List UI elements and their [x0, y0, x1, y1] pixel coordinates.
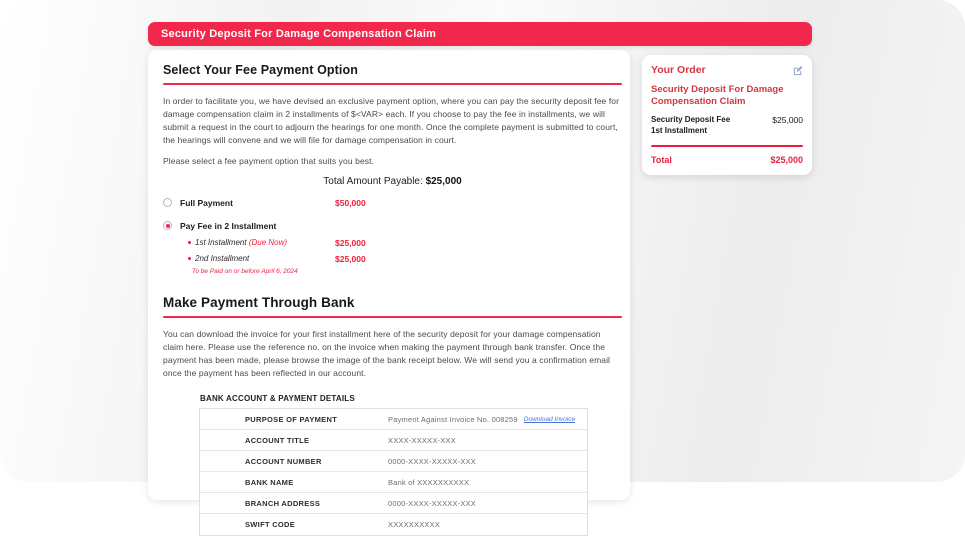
order-divider: [651, 145, 803, 147]
installment-2-amount: $25,000: [335, 253, 366, 264]
bank-table-title: BANK ACCOUNT & PAYMENT DETAILS: [200, 394, 355, 403]
row-value: XXXXXXXXXX: [388, 520, 441, 529]
bullet-icon: [188, 257, 191, 260]
radio-checked-icon[interactable]: [163, 221, 172, 230]
installment-due-note: To be Paid on or before April 6, 2024: [192, 268, 298, 275]
option-full-payment[interactable]: [163, 196, 622, 209]
fee-sublabel: 1st Installment: [651, 125, 708, 135]
table-row: [200, 430, 587, 451]
option-full-payment-label: Full Payment: [180, 197, 233, 208]
bank-details-table: [199, 408, 588, 536]
installment-1-amount: $25,000: [335, 237, 366, 248]
row-value: Bank of XXXXXXXXXX: [388, 477, 470, 487]
row-value: 0000-XXXX-XXXXX-XXX: [388, 498, 477, 508]
total-amount-value: $25,000: [425, 176, 462, 187]
order-total-row: [651, 155, 803, 165]
row-label: BANK NAME: [245, 477, 294, 487]
row-value: XXXX-XXXXX-XXX: [388, 435, 456, 445]
row-label: BRANCH ADDRESS: [245, 498, 321, 508]
bank-instructions-paragraph: You can download the invoice for your first installment here of the security deposit for your damage compensation claim here. Please use the reference no. on the invoice when making the payment through bank transfer. Once the payment has been made, please browse the image of the bank receipt below. We will send you a confirmation email once the payment has been reflected in our account.: [163, 329, 611, 378]
heading-underline: [163, 316, 622, 318]
installment-item-2: [163, 253, 622, 264]
fee-amount: $25,000: [772, 115, 803, 125]
bullet-icon: [188, 241, 191, 244]
row-label: ACCOUNT TITLE: [245, 435, 310, 445]
section-heading-bank-payment: Make Payment Through Bank: [163, 295, 355, 310]
option-full-payment-amount: $50,000: [335, 197, 366, 208]
radio-unchecked-icon[interactable]: [163, 198, 172, 207]
row-value: Payment Against Invoice No. 008259: [388, 414, 518, 424]
payment-options: [163, 196, 622, 275]
due-now-tag: (Due Now): [248, 238, 288, 247]
option-installments-label: Pay Fee in 2 Installment: [180, 220, 277, 231]
table-row: [200, 493, 587, 514]
order-total-label: Total: [651, 155, 672, 165]
table-row: [200, 472, 587, 493]
total-amount-payable: [163, 176, 622, 187]
installment-1-label: 1st Installment (Due Now): [195, 238, 288, 247]
fee-label: Security Deposit Fee: [651, 115, 731, 124]
section-heading-fee-option: Select Your Fee Payment Option: [163, 63, 358, 77]
order-summary-title: Your Order: [651, 64, 706, 76]
select-option-paragraph: Please select a fee payment option that suits you best.: [163, 156, 375, 166]
option-installments[interactable]: [163, 219, 622, 232]
installment-item-1: [163, 237, 622, 248]
row-value: 0000-XXXX-XXXXX-XXX: [388, 456, 477, 466]
installment-2-label: 2nd Installment: [195, 254, 250, 263]
order-fee-row: [651, 115, 803, 136]
row-label: ACCOUNT NUMBER: [245, 456, 322, 466]
row-label: PURPOSE OF PAYMENT: [245, 414, 338, 424]
payment-main-card: [148, 50, 630, 529]
edit-order-icon[interactable]: [792, 65, 803, 76]
table-row: [200, 451, 587, 472]
order-summary-card: [642, 55, 812, 175]
total-amount-label: Total Amount Payable:: [323, 176, 423, 187]
intro-paragraph: In order to facilitate you, we have devised an exclusive payment option, where you can pay the security deposit fee for damage compensation claim in 2 installments of $<VAR> each. If you choose to pay the fee in installments, we will submit a request in the court to adjourn the hearings for one month. Once the complete payment is submitted to court, the hearings will convene and we will file for damage compensation in court.: [163, 96, 620, 145]
order-item-title: Security Deposit For Damage Compensation Claim: [651, 84, 784, 107]
heading-underline: [163, 83, 622, 85]
table-row: [200, 514, 587, 535]
download-invoice-link[interactable]: Download Invoice: [523, 415, 576, 423]
row-label: SWIFT CODE: [245, 520, 296, 529]
table-row: [200, 409, 587, 430]
page-title: Security Deposit For Damage Compensation Claim: [161, 28, 437, 40]
page-title-bar: [148, 22, 812, 46]
order-total-amount: $25,000: [770, 155, 803, 165]
